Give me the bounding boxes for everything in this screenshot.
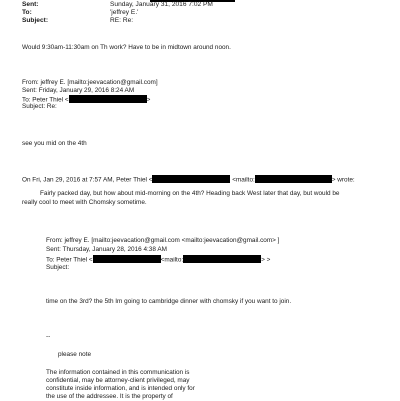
msg2-to-mid: <mailto: bbox=[160, 256, 184, 264]
redaction-msg2-b bbox=[183, 255, 261, 263]
to-value: 'jeffrey E.' bbox=[110, 9, 139, 16]
quote1-intro-prefix: On Fri, Jan 29, 2016 at 7:57 AM, Peter Thiel < bbox=[22, 176, 153, 184]
msg1-to-prefix: To: Peter Thiel < bbox=[22, 96, 69, 104]
to-label: To: bbox=[22, 9, 32, 16]
sent-value: Sunday, January 31, 2016 7:02 PM bbox=[110, 1, 213, 8]
msg1-subject: Subject: Re: bbox=[22, 103, 57, 110]
disclaimer-line: the use of the addressee. It is the property of bbox=[46, 393, 173, 400]
please-note: please note bbox=[58, 351, 92, 358]
quote1-line2: really cool to meet with Chomsky sometime. bbox=[22, 199, 147, 206]
msg2-to bbox=[46, 255, 270, 265]
sent-label: Sent: bbox=[22, 1, 39, 8]
subject-label: Subject: bbox=[22, 17, 49, 24]
signature-separator: -- bbox=[46, 333, 51, 340]
msg2-to-prefix: To: Peter Thiel < bbox=[46, 256, 93, 264]
redaction-quote1-a bbox=[152, 175, 230, 183]
disclaimer-line: constitute inside information, and is intended only for bbox=[46, 385, 195, 392]
subject-value: RE: Re: bbox=[110, 17, 134, 24]
msg1-from: From: jeffrey E. [mailto:jeevacation@gmail.com] bbox=[22, 79, 158, 86]
quote1-intro-mid: <mailto: bbox=[232, 176, 255, 184]
msg2-from: From: jeffrey E. [mailto:jeevacation@gmail.com <mailto:jeevacation@gmail.com> ] bbox=[46, 237, 280, 244]
redaction-msg1-to bbox=[69, 95, 147, 103]
disclaimer-line: The information contained in this communication is bbox=[46, 369, 190, 376]
redaction-msg2-a bbox=[93, 255, 161, 263]
msg1-to-suffix: > bbox=[146, 96, 151, 104]
redaction-quote1-b bbox=[255, 175, 332, 183]
quote1-line1: Fairly packed day, but how about mid-morning on the 4th? Heading back West later that day, but would be bbox=[40, 190, 340, 197]
msg2-subject: Subject: bbox=[46, 264, 70, 271]
msg2-sent: Sent: Thursday, January 28, 2016 4:38 AM bbox=[46, 246, 167, 253]
msg2-body: time on the 3rd? the 5th Im going to cambridge dinner with chomsky if you want to join. bbox=[46, 298, 292, 305]
msg2-to-suffix: > > bbox=[261, 256, 271, 264]
quote1-intro bbox=[22, 175, 355, 185]
disclaimer-line: confidential, may be attorney-client privileged, may bbox=[46, 377, 190, 384]
msg1-sent: Sent: Friday, January 29, 2016 8:24 AM bbox=[22, 87, 135, 94]
reply-body: Would 9:30am-11:30am on Th work? Have to be in midtown around noon. bbox=[22, 44, 231, 51]
msg1-body: see you mid on the 4th bbox=[22, 140, 87, 147]
quote1-intro-suffix: > wrote: bbox=[331, 176, 355, 184]
